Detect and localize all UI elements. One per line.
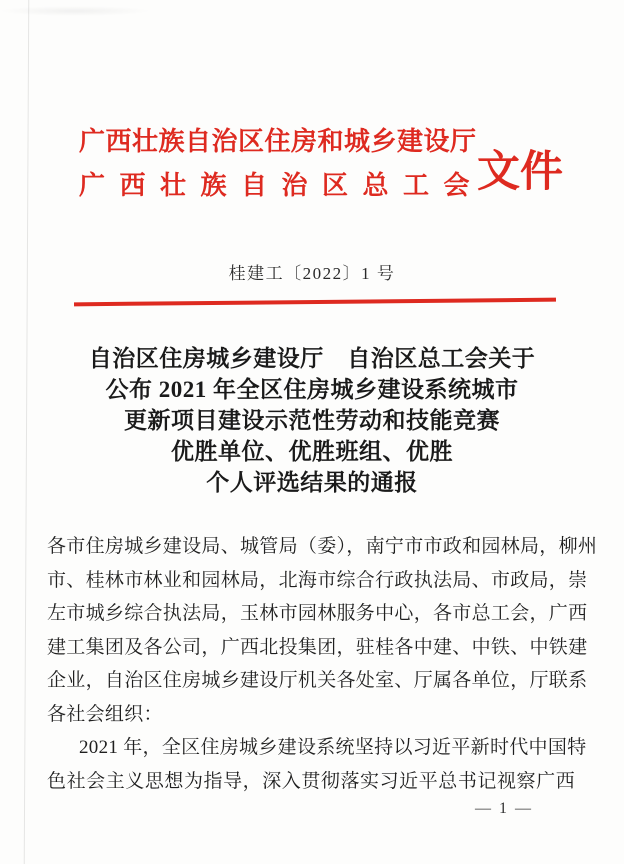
document-title — [0, 343, 624, 498]
body-line: 各市住房城乡建设局、城管局（委），南宁市市政和园林局，柳州 — [47, 536, 598, 557]
title-line: 公布 2021 年全区住房城乡建设系统城市 — [105, 377, 519, 402]
body-line: 色社会主义思想为指导，深入贯彻落实习近平总书记视察广西 — [47, 770, 575, 792]
body-line: 各社会组织： — [47, 703, 163, 725]
title-line: 自治区住房城乡建设厅 自治区总工会关于 — [88, 346, 536, 371]
header-divider-rule — [74, 298, 556, 307]
title-line: 优胜单位、优胜班组、优胜 — [171, 439, 453, 464]
body-line: 建工集团及各公司，广西北投集团，驻桂各中建、中铁、中铁建 — [47, 636, 588, 658]
body-line: 2021 年，全区住房城乡建设系统坚持以习近平新时代中国特 — [79, 737, 587, 758]
document-number: 桂建工〔2022〕1 号 — [228, 264, 396, 283]
scan-smudge — [0, 6, 150, 16]
body-line: 左市城乡综合执法局，玉林市园林服务中心，各市总工会，广西 — [47, 603, 588, 624]
body-line: 企业，自治区住房城乡建设厅机关各处室、厅属各单位，厅联系 — [47, 670, 588, 691]
page-number: — 1 — — [475, 800, 533, 817]
title-line: 更新项目建设示范性劳动和技能竞赛 — [124, 408, 500, 433]
title-line: 个人评选结果的通报 — [206, 470, 418, 495]
document-type-label: 文件 — [477, 148, 563, 196]
body-line: 市、桂林市林业和园林局，北海市综合行政执法局、市政局，崇 — [47, 569, 588, 591]
org-names — [79, 126, 485, 202]
org-name-line1: 广西壮族自治区住房和城乡建设厅 — [79, 127, 477, 156]
letterhead — [79, 126, 563, 202]
document-body — [47, 530, 598, 798]
org-name-line2: 广西壮族自治区总工会 — [79, 171, 485, 200]
